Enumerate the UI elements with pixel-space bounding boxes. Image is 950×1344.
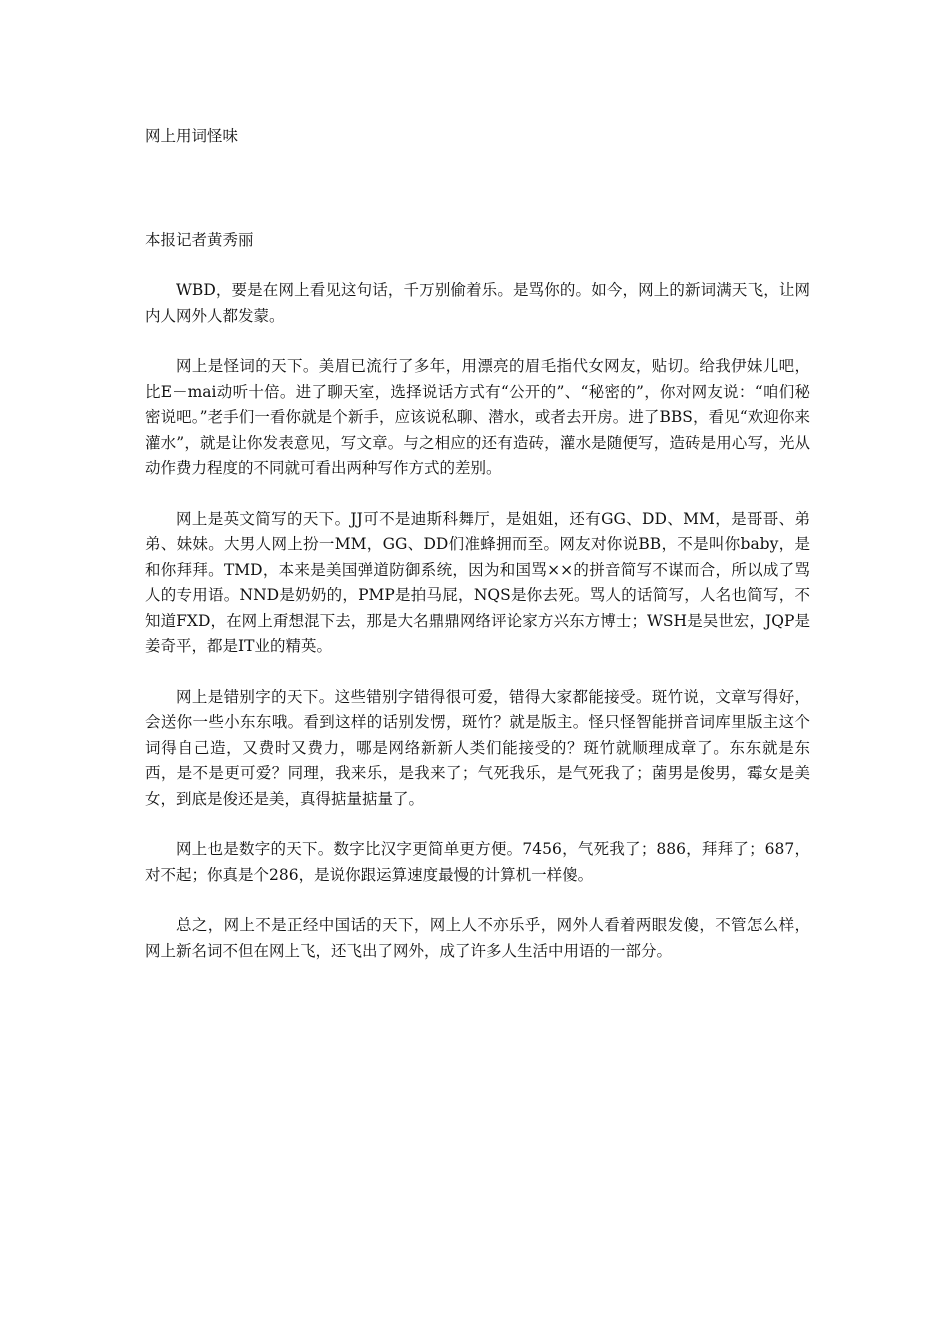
paragraph-strange-words: 网上是怪词的天下。美眉已流行了多年，用漂亮的眉毛指代女网友，贴切。给我伊妹儿吧，比E－mai动听十倍。进了聊天室，选择说话方式有“公开的”、“秘密的”，你对网友说：“咱们秘密说吧。”老手们一看你就是个新手，应该说私聊、潜水，或者去开房。进了BBS，看见“欢迎你来灌水”，就是让你发表意见，写文章。与之相应的还有造砖，灌水是随便写，造砖是用心写，光从动作费力程度的不同就可看出两种写作方式的差别。	[145, 357, 810, 477]
article-body	[145, 124, 810, 964]
paragraph-numbers: 网上也是数字的天下。数字比汉字更简单更方便。7456，气死我了；886，拜拜了；687，对不起；你真是个286，是说你跟运算速度最慢的计算机一样傻。	[145, 840, 810, 884]
paragraph-misspellings: 网上是错别字的天下。这些错别字错得很可爱，错得大家都能接受。斑竹说，文章写得好，会送你一些小东东哦。看到这样的话别发愣，斑竹？就是版主。怪只怪智能拼音词库里版主这个词得自己造，又费时又费力，哪是网络新新人类们能接受的？斑竹就顺理成章了。东东就是东西，是不是更可爱？同理，我来乐，是我来了；气死我乐，是气死我了；菌男是俊男，霉女是美女，到底是俊还是美，真得掂量掂量了。	[145, 687, 810, 808]
article-byline: 本报记者黄秀丽	[145, 231, 254, 249]
article-title: 网上用词怪味	[145, 127, 239, 145]
paragraph-english-abbreviations: 网上是英文简写的天下。JJ可不是迪斯科舞厅，是姐姐，还有GG、DD、MM，是哥哥、弟弟、妹妹。大男人网上扮一MM，GG、DD们准蜂拥而至。网友对你说BB，不是叫你baby，是和你拜拜。TMD，本来是美国弹道防御系统，因为和国骂××的拼音简写不谋而合，所以成了骂人的专用语。NND是奶奶的，PMP是拍马屁，NQS是你去死。骂人的话简写，人名也简写，不知道FXD，在网上甭想混下去，那是大名鼎鼎网络评论家方兴东方博士；WSH是吴世宏，JQP是姜奇平，都是IT业的精英。	[145, 509, 810, 655]
paragraph-intro: WBD，要是在网上看见这句话，千万别偷着乐。是骂你的。如今，网上的新词满天飞，让网内人网外人都发蒙。	[145, 281, 810, 325]
paragraph-conclusion: 总之，网上不是正经中国话的天下，网上人不亦乐乎，网外人看着两眼发傻，不管怎么样，网上新名词不但在网上飞，还飞出了网外，成了许多人生活中用语的一部分。	[145, 916, 810, 960]
